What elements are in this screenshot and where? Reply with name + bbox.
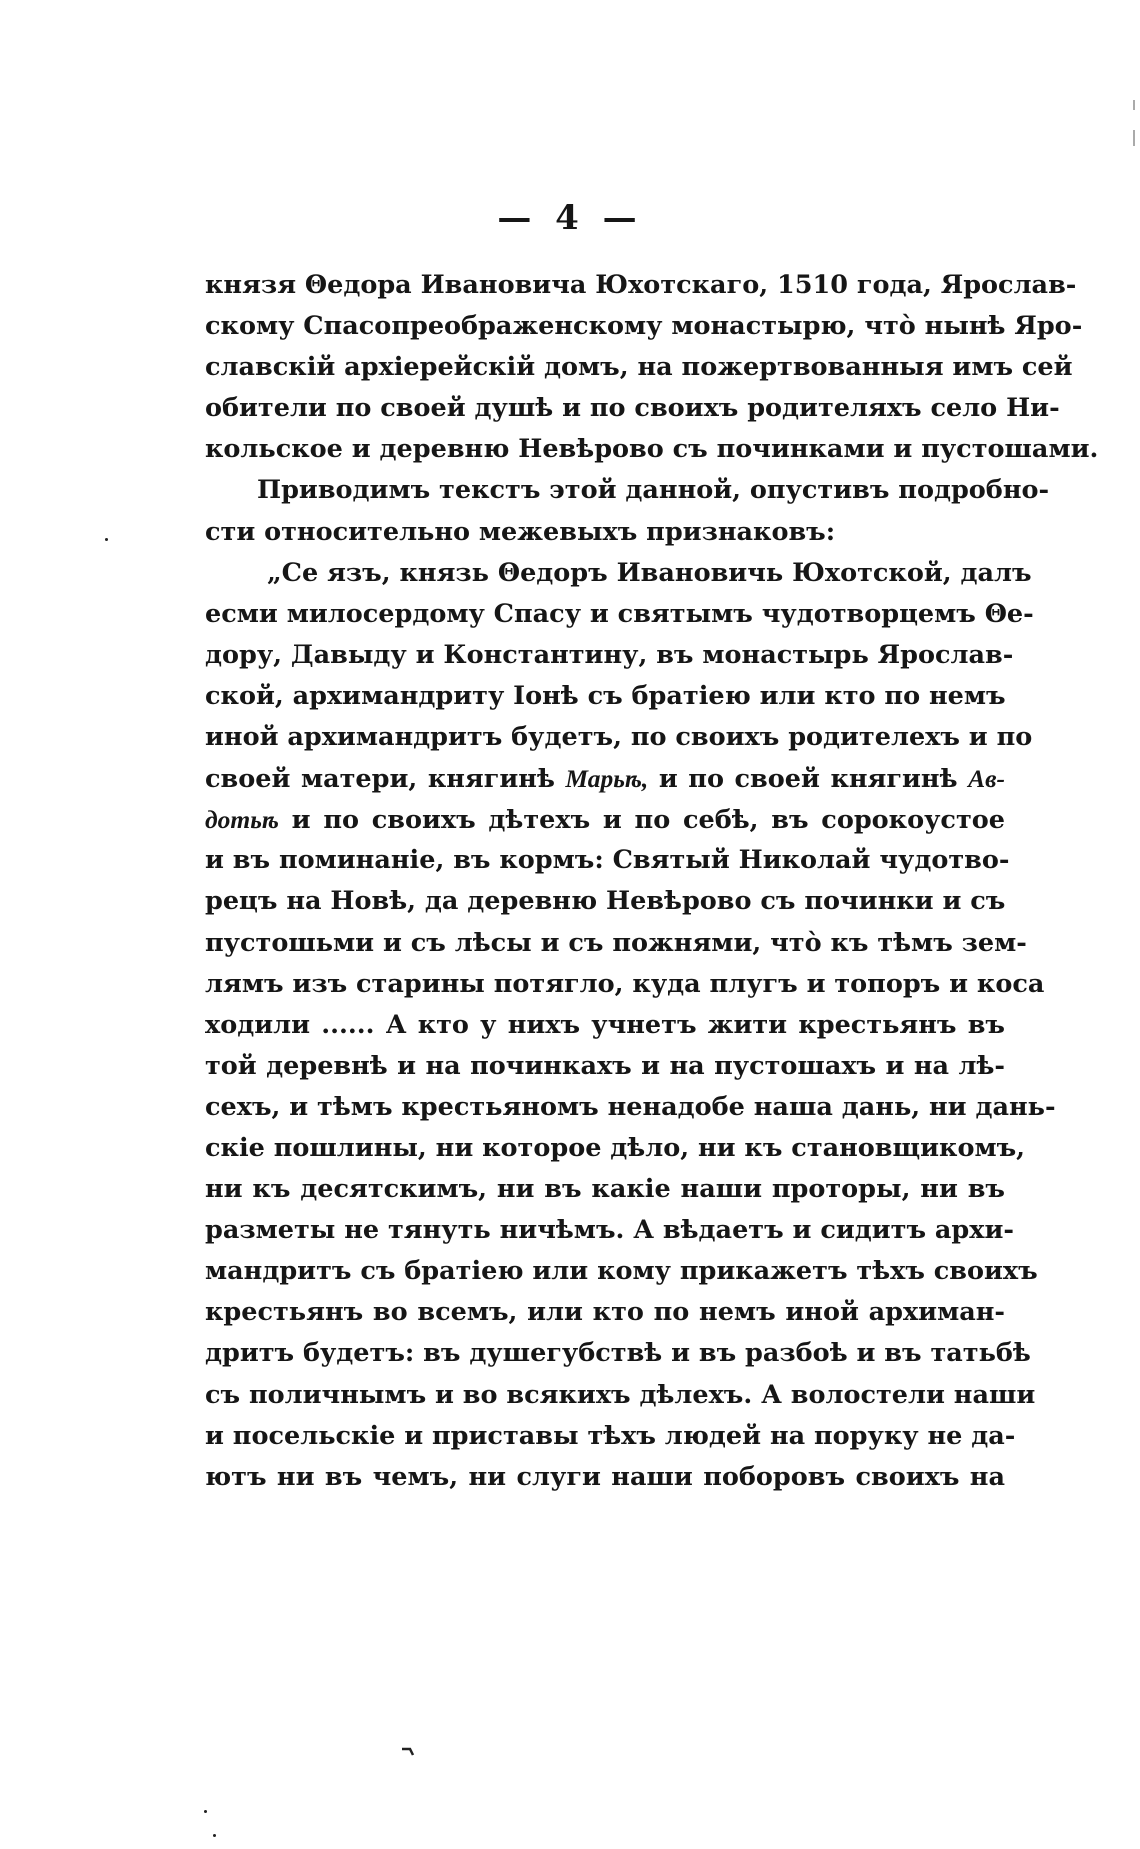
text-line: пустошьми и съ лѣсы и съ пожнями, чтò къ тѣмъ зем- (205, 927, 1027, 958)
text-line: той деревнѣ и на починкахъ и на пустошахъ и на лѣ- (205, 1050, 1005, 1081)
text-fragment: и по своей княгинѣ (648, 764, 969, 795)
text-line: и въ поминаніе, въ кормъ: Святый Николай чудотво- (205, 845, 1010, 876)
text-line: ходили ...... А кто у нихъ учнетъ жити крестьянъ въ (205, 1009, 1005, 1040)
italic-name-avdotia-start: Ав- (968, 764, 1005, 794)
text-line: иной архимандритъ будетъ, по своихъ родителехъ и по (205, 722, 1033, 753)
text-line: разметы не тянуть ничѣмъ. А вѣдаетъ и сидитъ архи- (205, 1215, 1014, 1246)
text-line: есми милосердому Спасу и святымъ чудотворцемъ Θе- (205, 598, 1034, 629)
text-line: ни къ десятскимъ, ни въ какіе наши проторы, ни въ (205, 1174, 1005, 1205)
text-line: мандритъ съ братіею или кому прикажетъ тѣхъ своихъ (205, 1256, 1038, 1287)
text-line: съ поличнымъ и во всякихъ дѣлехъ. А волостели наши (205, 1379, 1036, 1410)
text-line: скіе пошлины, ни которое дѣло, ни къ становщикомъ, (205, 1132, 1026, 1163)
text-line: крестьянъ во всемъ, или кто по немъ иной архиман- (205, 1297, 1005, 1328)
scan-speck (204, 1810, 207, 1813)
text-line: дору, Давыду и Константину, въ монастырь Ярослав- (205, 639, 1014, 670)
scan-speck (105, 538, 108, 541)
text-line: лямъ изъ старины потягло, куда плугъ и топоръ и коса (205, 968, 1045, 999)
text-fragment: своей матери, княгинѣ (205, 764, 566, 795)
text-line-avdotia (205, 799, 1005, 840)
text-line: и посельскіе и приставы тѣхъ людей на поруку не да- (205, 1420, 1016, 1451)
text-line: славскій архіерейскій домъ, на пожертвованныя имъ сей (205, 352, 1073, 383)
scan-edge-mark (1133, 130, 1135, 146)
text-line: ской, архимандриту Іонѣ съ братіею или кто по немъ (205, 680, 1006, 711)
text-line: рецъ на Новѣ, да деревню Невѣрово съ починки и съ (205, 886, 1006, 917)
text-fragment: и по своихъ дѣтехъ и по себѣ, въ сорокоустое (278, 805, 1005, 836)
page-number: — 4 — (497, 198, 643, 238)
italic-name-marie: Марьѣ, (565, 764, 649, 794)
text-line-marie (205, 758, 1005, 799)
body-text (205, 265, 1099, 1498)
text-line: Приводимъ текстъ этой данной, опустивъ подробно- (257, 475, 1050, 506)
scan-mark (401, 1747, 415, 1757)
text-line: ютъ ни въ чемъ, ни слуги наши поборовъ своихъ на (205, 1461, 1005, 1492)
text-line: скому Спасопреображенскому монастырю, чтò нынѣ Яро- (205, 311, 1083, 342)
text-line: „Се язъ, князь Θедоръ Ивановичь Юхотской, далъ (267, 557, 1032, 588)
text-line: кольское и деревню Невѣрово съ починками и пустошами. (205, 434, 1099, 465)
scan-speck (213, 1834, 216, 1837)
text-line: дритъ будетъ: въ душегубствѣ и въ разбоѣ и въ татьбѣ (205, 1338, 1031, 1369)
text-line: сехъ, и тѣмъ крестьяномъ ненадобе наша дань, ни дань- (205, 1091, 1056, 1122)
scan-edge-mark (1133, 100, 1135, 110)
text-line: князя Θедора Ивановича Юхотскаго, 1510 года, Ярослав- (205, 270, 1077, 300)
text-line: обители по своей душѣ и по своихъ родителяхъ село Ни- (205, 393, 1060, 424)
text-line: сти относительно межевыхъ признаковъ: (205, 516, 836, 547)
italic-name-avdotia-end: дотьѣ (205, 805, 279, 835)
